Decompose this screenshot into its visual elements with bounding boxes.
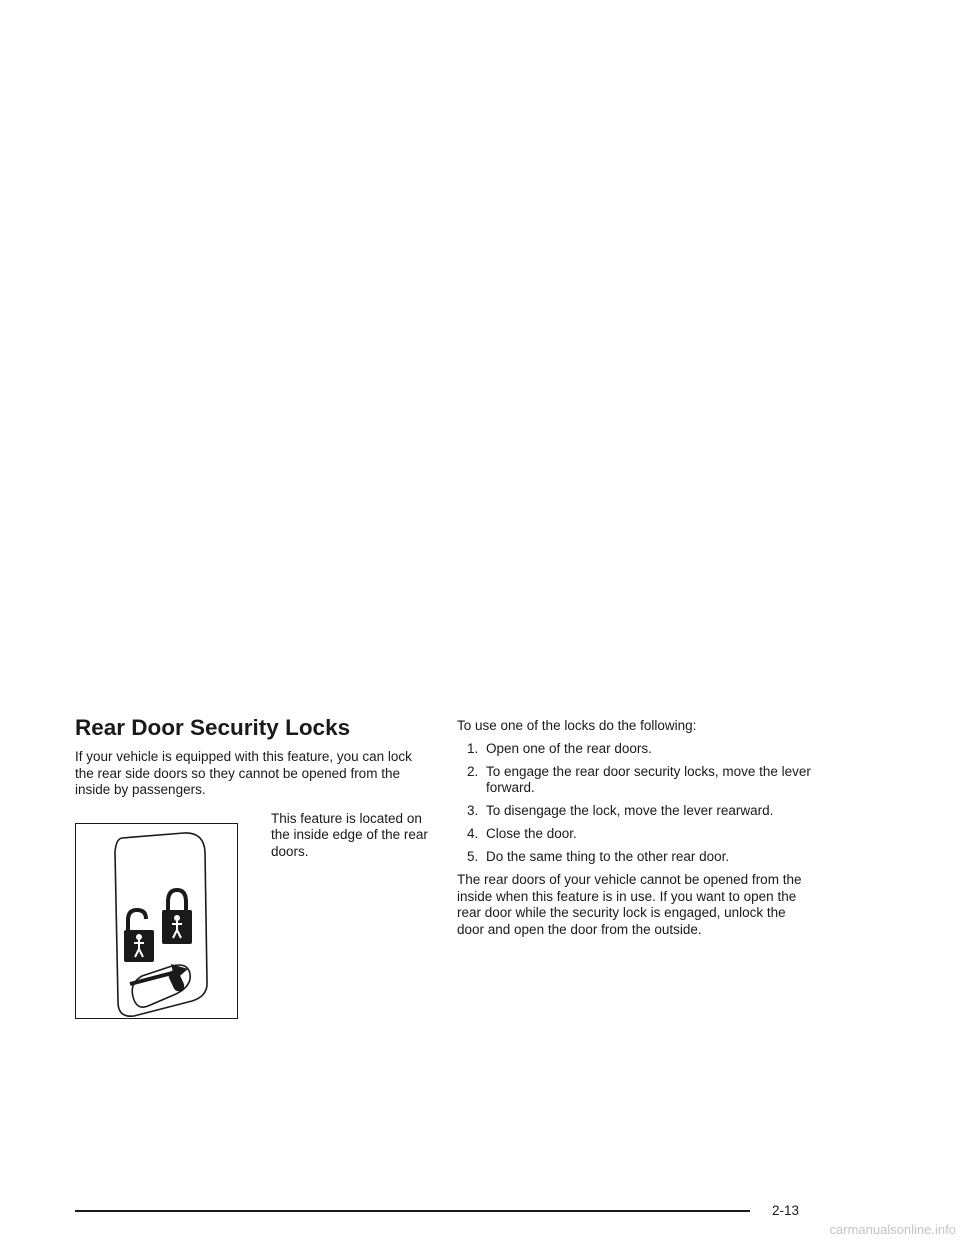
child-lock-lever-icon (76, 824, 236, 1017)
section-title: Rear Door Security Locks (75, 715, 351, 740)
list-item: 1. Open one of the rear doors. (467, 740, 652, 756)
instructions-lead: To use one of the locks do the following: (457, 718, 697, 733)
intro-paragraph: If your vehicle is equipped with this feature, you can lock the rear side doors so they cannot be opened from the inside by passengers. (75, 749, 412, 797)
page-number: 2-13 (772, 1203, 800, 1218)
locked-padlock-icon (162, 890, 192, 944)
list-item: 3. To disengage the lock, move the lever rearward. (467, 803, 774, 818)
list-item: 2. To engage the rear door security locks, move the lever forward. (467, 763, 811, 795)
figure-row (75, 810, 428, 1111)
figure-caption: This feature is located on the inside edge of the rear doors. (271, 810, 428, 859)
right-column (457, 718, 812, 938)
list-item: 5. Do the same thing to the other rear door. (467, 849, 730, 864)
unlocked-padlock-icon (124, 910, 154, 962)
steps-list (457, 741, 812, 866)
security-lock-illustration (75, 823, 238, 1019)
footer-rule (75, 1210, 750, 1212)
closing-paragraph: The rear doors of your vehicle cannot be opened from the inside when this feature is in use. If you want to open the rear door while the security lock is engaged, unlock the door and open the door from the outside. (457, 872, 802, 937)
watermark: carmanualsonline.info (829, 1222, 956, 1237)
left-column (75, 714, 428, 1111)
list-item: 4. Close the door. (467, 826, 577, 841)
